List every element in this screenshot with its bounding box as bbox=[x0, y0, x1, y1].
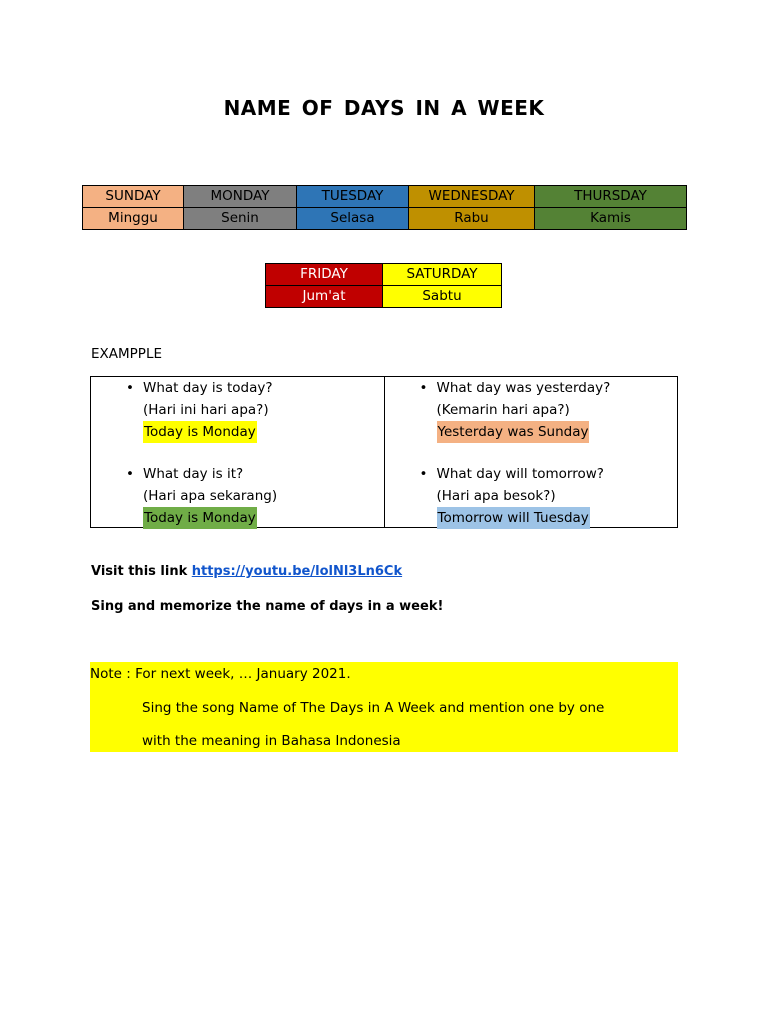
example-item bbox=[126, 463, 278, 529]
bullet-icon: • bbox=[419, 380, 428, 396]
examples-table bbox=[90, 376, 678, 528]
bullet-icon: • bbox=[126, 466, 134, 482]
example-answer: Tomorrow will Tuesday bbox=[437, 507, 590, 529]
note-line-2: Sing the song Name of The Days in A Week and mention one by one bbox=[142, 700, 605, 716]
days-table-1 bbox=[82, 185, 687, 230]
day-tuesday-id: Selasa bbox=[297, 208, 409, 230]
days-indonesian-row bbox=[83, 208, 687, 230]
example-translation: (Hari ini hari apa?) bbox=[143, 402, 269, 418]
day-monday-id: Senin bbox=[184, 208, 297, 230]
example-label: EXAMPPLE bbox=[91, 346, 162, 362]
day-friday-en: FRIDAY bbox=[266, 264, 383, 286]
days-english-row-2 bbox=[266, 264, 502, 286]
example-answer: Today is Monday bbox=[143, 421, 257, 443]
example-translation: (Kemarin hari apa?) bbox=[436, 402, 570, 418]
example-question: What day is today? bbox=[143, 380, 273, 396]
note-box bbox=[90, 662, 678, 752]
day-sunday-en: SUNDAY bbox=[83, 186, 184, 208]
visit-link-line bbox=[91, 564, 402, 579]
example-question: What day is it? bbox=[143, 466, 244, 482]
note-line-3: with the meaning in Bahasa Indonesia bbox=[142, 733, 401, 749]
example-item bbox=[126, 377, 273, 443]
example-translation: (Hari apa sekarang) bbox=[143, 488, 278, 504]
day-wednesday-id: Rabu bbox=[409, 208, 535, 230]
example-translation: (Hari apa besok?) bbox=[436, 488, 556, 504]
bullet-icon: • bbox=[419, 466, 428, 482]
day-monday-en: MONDAY bbox=[184, 186, 297, 208]
day-saturday-en: SATURDAY bbox=[383, 264, 502, 286]
page-title: NAME OF DAYS IN A WEEK bbox=[223, 96, 545, 120]
youtube-link[interactable]: https://youtu.be/lolNl3Ln6Ck bbox=[191, 564, 403, 579]
visit-prefix: Visit this link bbox=[91, 564, 192, 579]
day-thursday-en: THURSDAY bbox=[535, 186, 687, 208]
day-thursday-id: Kamis bbox=[535, 208, 687, 230]
examples-right-column bbox=[384, 377, 678, 527]
days-table-2 bbox=[265, 263, 502, 308]
note-line-1: Note : For next week, … January 2021. bbox=[90, 666, 351, 682]
example-item bbox=[419, 377, 611, 443]
day-friday-id: Jum'at bbox=[266, 286, 383, 308]
day-tuesday-en: TUESDAY bbox=[297, 186, 409, 208]
examples-left-column bbox=[91, 377, 384, 527]
days-indonesian-row-2 bbox=[266, 286, 502, 308]
day-wednesday-en: WEDNESDAY bbox=[409, 186, 535, 208]
example-question: What day will tomorrow? bbox=[436, 466, 604, 482]
example-item bbox=[419, 463, 604, 529]
example-question: What day was yesterday? bbox=[436, 380, 611, 396]
day-saturday-id: Sabtu bbox=[383, 286, 502, 308]
day-sunday-id: Minggu bbox=[83, 208, 184, 230]
bullet-icon: • bbox=[126, 380, 134, 396]
example-answer: Yesterday was Sunday bbox=[437, 421, 590, 443]
days-english-row bbox=[83, 186, 687, 208]
example-answer: Today is Monday bbox=[143, 507, 257, 529]
sing-instruction: Sing and memorize the name of days in a week! bbox=[91, 599, 444, 614]
